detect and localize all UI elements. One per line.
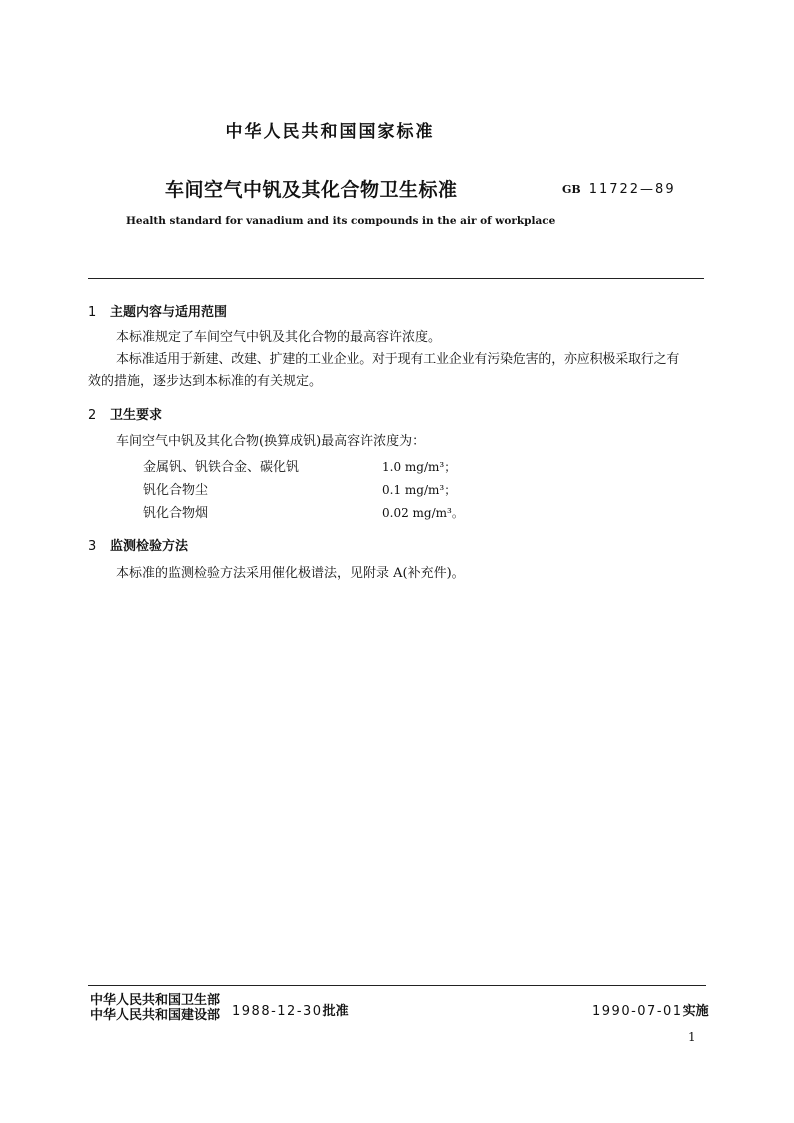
section-1-paragraph-3: 效的措施，逐步达到本标准的有关规定。 <box>88 374 323 389</box>
approval-date <box>232 1000 349 1019</box>
header-divider <box>88 278 704 279</box>
approval-label: 批准 <box>322 1004 349 1019</box>
english-title: Health standard for vanadium and its compounds in the air of workplace <box>126 215 556 227</box>
section-1-paragraph-1: 本标准规定了车间空气中钒及其化合物的最高容许浓度。 <box>116 330 442 345</box>
limit-item-name: 金属钒、钒铁合金、碳化钒 <box>143 460 300 475</box>
effective-date-value: 1990-07-01 <box>592 1004 683 1019</box>
issuing-org-2: 中华人民共和国建设部 <box>90 1008 221 1023</box>
limit-item-name: 钒化合物烟 <box>143 506 209 521</box>
standard-code-number: 11722—89 <box>588 182 676 197</box>
section-2-heading <box>88 404 162 423</box>
section-1-paragraph-2: 本标准适用于新建、改建、扩建的工业企业。对于现有工业企业有污染危害的，亦应积极采取行之有 <box>116 352 680 367</box>
section-3-heading <box>88 535 188 554</box>
issuing-org-1: 中华人民共和国卫生部 <box>90 993 221 1008</box>
effective-label: 实施 <box>682 1004 709 1019</box>
limit-item-name: 钒化合物尘 <box>143 483 209 498</box>
section-3-paragraph-1: 本标准的监测检验方法采用催化极谱法，见附录 A(补充件)。 <box>116 566 465 581</box>
section-1-number: 1 <box>88 305 97 320</box>
section-1-title: 主题内容与适用范围 <box>110 305 228 320</box>
section-2-intro: 车间空气中钒及其化合物(换算成钒)最高容许浓度为： <box>116 434 426 449</box>
document-title: 车间空气中钒及其化合物卫生标准 <box>165 179 458 201</box>
section-1-heading <box>88 301 227 320</box>
national-standard-heading: 中华人民共和国国家标准 <box>225 122 435 142</box>
section-3-title: 监测检验方法 <box>110 539 189 554</box>
section-2-title: 卫生要求 <box>110 408 163 423</box>
limit-item-value: 0.02 mg/m³。 <box>382 506 464 520</box>
approval-date-value: 1988-12-30 <box>232 1004 323 1019</box>
effective-date <box>592 1000 709 1019</box>
standard-code-prefix: GB <box>562 183 581 196</box>
footer-divider <box>88 985 706 986</box>
page-number: 1 <box>688 1030 696 1044</box>
section-2-number: 2 <box>88 408 97 423</box>
section-3-number: 3 <box>88 539 97 554</box>
limit-item-value: 0.1 mg/m³； <box>382 483 457 497</box>
standard-code <box>562 182 676 197</box>
limit-item-value: 1.0 mg/m³； <box>382 460 457 474</box>
